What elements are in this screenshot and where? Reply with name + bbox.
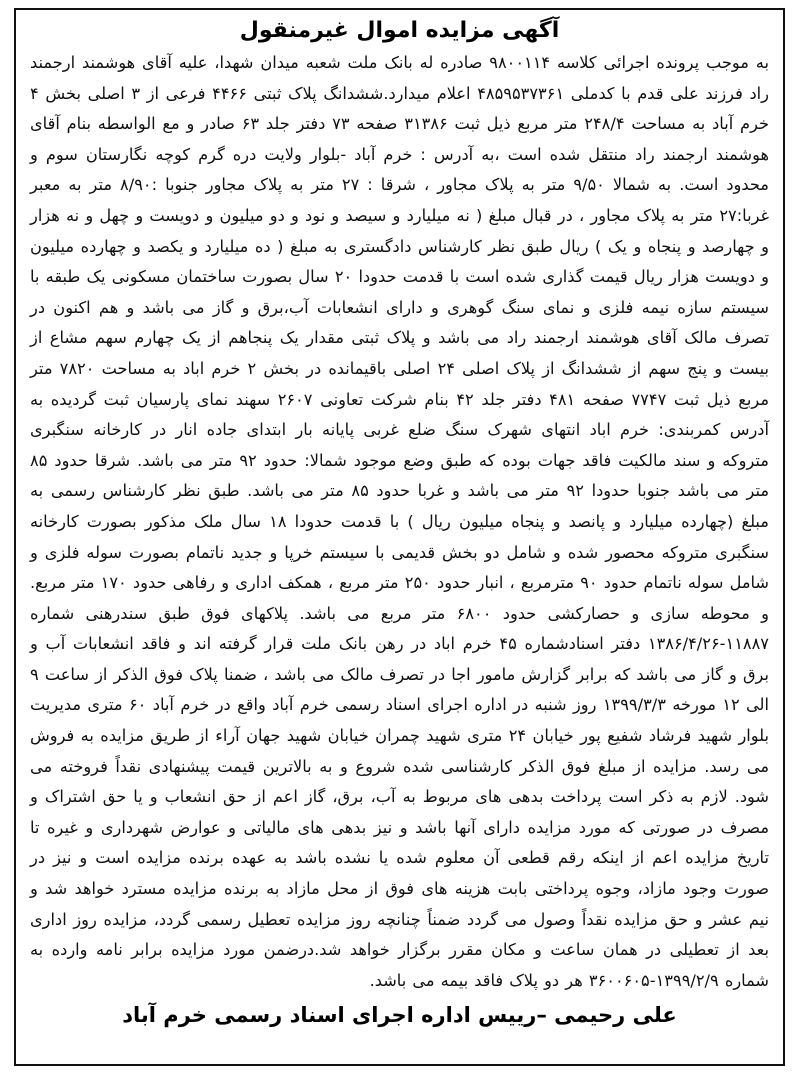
- notice-title: آگهی مزایده اموال غیرمنقول: [239, 18, 560, 43]
- notice-signature: علی رحیمی –رییس اداره اجرای اسناد رسمی خرم آباد: [122, 1003, 677, 1028]
- notice-body: به موجب پرونده اجرائی کلاسه ۹۸۰۰۱۱۴ صادره له بانک ملت شعبه میدان شهدا، علیه آقای هوشمند ارجمند راد فرزند علی قدم با کدملی ۴۸۵۹۵۳۷۳۶۱ اعلام میدارد.ششدانگ پلاک ثبتی ۴۴۶۶ فرعی از ۳ اصلی بخش ۴ خرم آباد به مساحت ۲۴۸/۴ متر مربع ذیل ثبت ۳۱۳۸۶ صفحه ۷۳ دفتر جلد ۶۳ صادر و مع الواسطه بنام آقای هوشمند ارجمند راد منتقل شده است ،به آدرس : خرم آباد -بلوار ولایت دره گرم کوچه نگارستان سوم و محدود است. به شمالا ۹/۵۰ متر به پلاک مجاور ، شرقا : ۲۷ متر به پلاک مجاور جنوبا :۸/۹۰ متر به معبر غربا:۲۷ متر به پلاک مجاور ، در قبال مبلغ ( نه میلیارد و سیصد و نود و دو میلیون و دویست و چهل و نه هزار و چهارصد و پنجاه و یک ) ریال طبق نظر کارشناس دادگستری به مبلغ ( ده میلیارد و یکصد و چهارده میلیون و دویست هزار ریال قیمت گذاری شده است با قدمت حدودا ۲۰ سال بصورت ساختمان مسکونی یک طبقه با سیستم سازه نیمه فلزی و نمای سنگ گوهری و دارای انشعابات آب،برق و گاز می باشد و هم اکنون در تصرف مالک آقای هوشمند ارجمند راد می باشد و پلاک ثبتی مقدار یک پنجاهم از یک چهارم سهم مشاع از بیست و پنج سهم از ششدانگ از پلاک اصلی ۲۴ اصلی باقیمانده در بخش ۲ خرم اباد به مساحت ۷۸۲۰ متر مربع ذیل ثبت ۷۷۴۷ صفحه ۴۸۱ دفتر جلد ۴۲ بنام شرکت تعاونی ۲۶۰۷ سهند نمای پارسیان ثبت گردیده به آدرس کمربندی: خرم اباد انتهای شهرک سنگ ضلع غربی پایانه بار ابتدای جاده انار در کارخانه سنگبری متروکه و سند مالکیت فاقد جهات بوده که طبق وضع موجود شمالا: حدود ۹۲ متر می باشد. شرقا حدود ۸۵ متر می باشد جنوبا حدودا ۹۲ متر می باشد و غربا حدود ۸۵ متر می باشد. طبق نظر کارشناس رسمی به مبلغ (چهارده میلیارد و پانصد و پنجاه میلیون ریال ) با قدمت حدودا ۱۸ سال ملک مذکور بصورت کارخانه سنگبری متروکه محصور شده و شامل دو بخش قدیمی با سیستم خرپا و جدید ناتمام بصورت سوله فلزی و شامل سوله ناتمام حدود ۹۰ مترمربع ، انبار حدود ۲۵۰ متر مربع ، همکف اداری و رفاهی حدود ۱۷۰ متر مربع. و محوطه سازی و حصارکشی حدود ۶۸۰۰ متر مربع می باشد. پلاکهای فوق طبق سندرهنی شماره ۱۱۸۸۷-۱۳۸۶/۴/۲۶ دفتر اسنادشماره ۴۵ خرم اباد در رهن بانک ملت قرار گرفته اند و فاقد انشعابات آب و برق و گاز می باشد که برابر گزارش مامور اجا در تصرف مالک می باشد ، ضمنا پلاک فوق الذکر از ساعت ۹ الی ۱۲ مورخه ۱۳۹۹/۳/۳ روز شنبه در اداره اجرای اسناد رسمی خرم آباد واقع در خرم آباد ۶۰ متری مدیریت بلوار شهید فرشاد شفیع پور خیابان ۲۴ متری شهید چمران خیابان شهید جهان آراء از طریق مزایده به فروش می رسد. مزایده از مبلغ فوق الذکر کارشناسی شده شروع و به بالاترین قیمت پیشنهادی نقداً فروخته می شود. لازم به ذکر است پرداخت بدهی های مربوط به آب، برق، گاز اعم از حق انشعاب و یا حق اشتراک و مصرف در صورتی که مورد مزایده دارای آنها باشد و نیز بدهی های مالیاتی و عوارض شهرداری و غیره تا تاریخ مزایده اعم از اینکه رقم قطعی آن معلوم شده یا نشده باشد به عهده برنده مزایده است و نیز در صورت وجود مازاد، وجوه پرداختی بابت هزینه های فوق از محل مازاد به برنده مزایده مسترد خواهد شد و نیم عشر و حق مزایده نقداً وصول می گردد ضمناً چنانچه روز مزایده تعطیل رسمی گردد، مزایده روز اداری بعد از تعطیلی در همان ساعت و مکان مقرر برگزار خواهد شد.درضمن مورد مزایده برابر نامه وارده به شماره ۱۳۹۹/۲/۹-۳۶۰۰۶۰۵ هر دو پلاک فاقد بیمه می باشد.: [30, 53, 770, 990]
- notice-frame: [14, 8, 785, 1066]
